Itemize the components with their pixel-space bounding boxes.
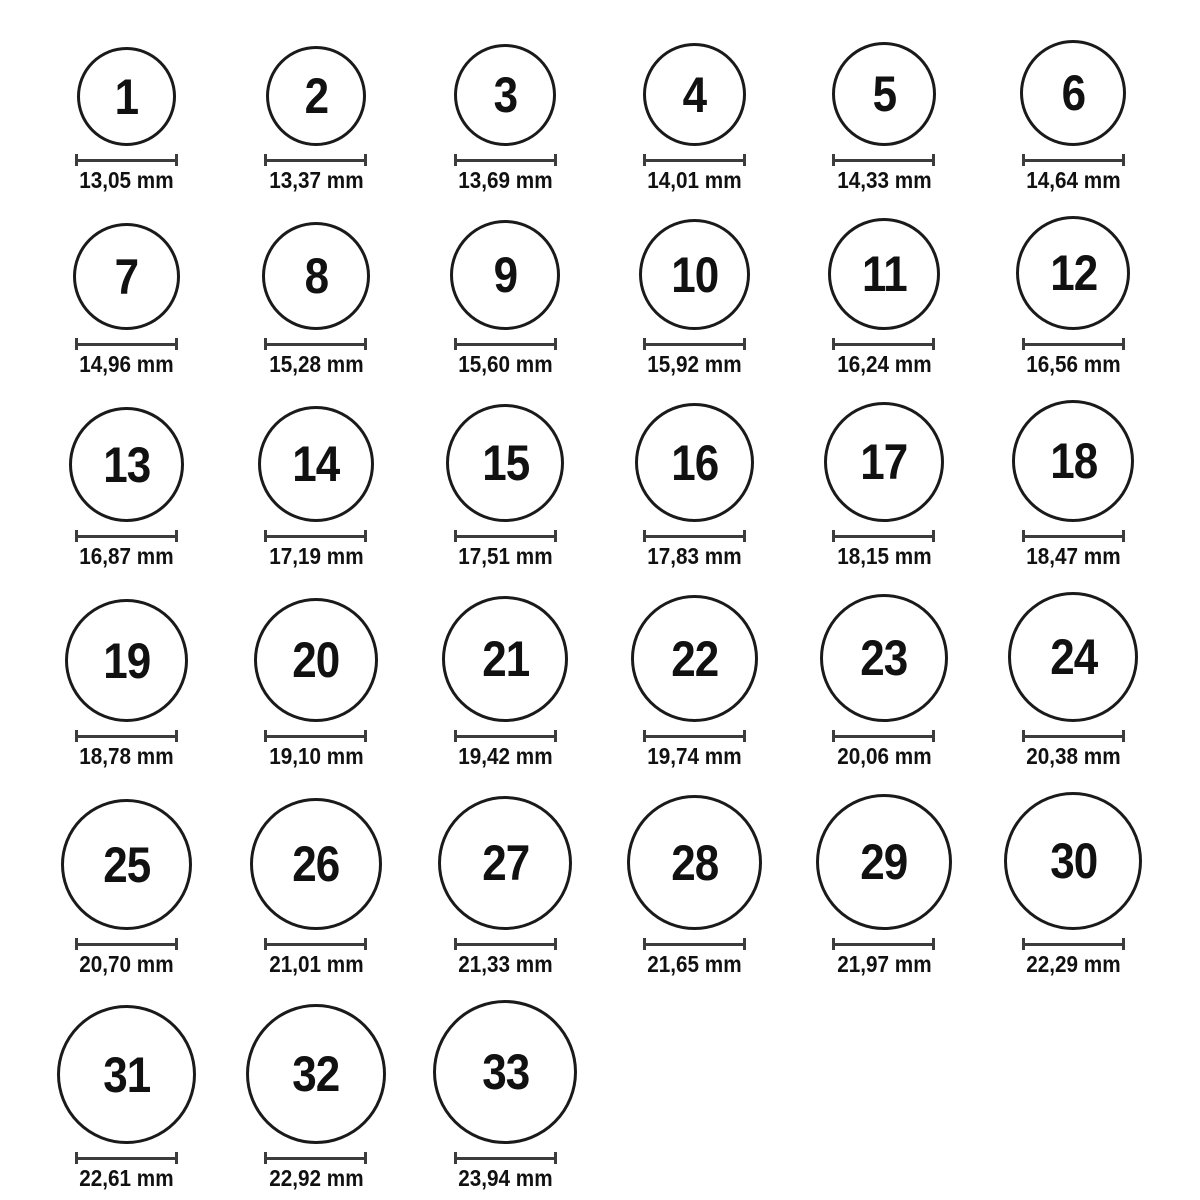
measure-right-tick-icon bbox=[932, 338, 935, 350]
measure-right-tick-icon bbox=[1122, 730, 1125, 742]
measure-bar bbox=[75, 535, 178, 538]
ring-size-cell bbox=[73, 223, 180, 375]
diameter-label: 15,28 mm bbox=[268, 351, 364, 377]
measure-right-tick-icon bbox=[364, 938, 367, 950]
ring-size-number: 22 bbox=[671, 630, 719, 687]
diameter-measure-line bbox=[832, 154, 935, 166]
ring-circle bbox=[1008, 592, 1138, 722]
ring-circle bbox=[254, 598, 378, 722]
ring-size-number: 30 bbox=[1049, 833, 1097, 889]
ring-size-number: 4 bbox=[682, 66, 707, 123]
measure-bar bbox=[75, 943, 178, 946]
measure-bar bbox=[454, 159, 557, 162]
ring-circle bbox=[446, 404, 564, 522]
diameter-measure-line bbox=[264, 154, 367, 166]
ring-size-number: 12 bbox=[1049, 245, 1097, 301]
ring-size-number: 13 bbox=[103, 436, 151, 493]
ring-size-cell bbox=[1004, 792, 1142, 975]
diameter-label: 18,15 mm bbox=[836, 543, 932, 569]
ring-circle bbox=[438, 796, 572, 930]
measure-bar bbox=[264, 535, 367, 538]
measure-bar bbox=[264, 343, 367, 346]
measure-right-tick-icon bbox=[175, 530, 178, 542]
diameter-label: 14,33 mm bbox=[836, 167, 932, 193]
ring-size-number: 17 bbox=[860, 434, 908, 490]
diameter-measure-line bbox=[264, 1152, 367, 1164]
measure-bar bbox=[1022, 735, 1125, 738]
ring-circle bbox=[639, 219, 750, 330]
ring-size-number: 8 bbox=[304, 248, 328, 304]
ring-circle bbox=[816, 794, 952, 930]
ring-circle bbox=[266, 46, 366, 146]
ring-circle bbox=[820, 594, 948, 722]
measure-bar bbox=[264, 735, 367, 738]
ring-circle bbox=[450, 220, 560, 330]
ring-size-number: 32 bbox=[292, 1046, 340, 1102]
ring-size-cell bbox=[1008, 592, 1138, 767]
measure-bar bbox=[1022, 943, 1125, 946]
measure-right-tick-icon bbox=[743, 938, 746, 950]
ring-size-cell bbox=[1012, 400, 1134, 567]
diameter-measure-line bbox=[454, 154, 557, 166]
ring-size-number: 11 bbox=[861, 246, 907, 302]
diameter-label: 19,42 mm bbox=[458, 743, 553, 769]
measure-bar bbox=[75, 735, 178, 738]
diameter-measure-line bbox=[1022, 938, 1125, 950]
measure-bar bbox=[1022, 159, 1125, 162]
ring-circle bbox=[1020, 40, 1126, 146]
diameter-label: 22,29 mm bbox=[1026, 951, 1121, 977]
ring-circle bbox=[828, 218, 940, 330]
ring-circle bbox=[57, 1005, 196, 1144]
diameter-label: 14,01 mm bbox=[647, 167, 742, 193]
diameter-measure-line bbox=[1022, 530, 1125, 542]
measure-right-tick-icon bbox=[364, 1152, 367, 1164]
ring-size-cell bbox=[820, 594, 948, 767]
ring-circle bbox=[832, 42, 936, 146]
measure-bar bbox=[454, 535, 557, 538]
diameter-measure-line bbox=[643, 530, 746, 542]
diameter-label: 21,01 mm bbox=[268, 951, 364, 977]
diameter-label: 19,10 mm bbox=[268, 743, 364, 769]
measure-right-tick-icon bbox=[554, 938, 557, 950]
ring-size-cell bbox=[828, 218, 940, 375]
ring-circle bbox=[442, 596, 568, 722]
diameter-label: 22,61 mm bbox=[79, 1165, 174, 1191]
ring-size-number: 1 bbox=[114, 68, 139, 125]
ring-size-number: 33 bbox=[481, 1044, 529, 1100]
ring-circle bbox=[77, 47, 176, 146]
ring-size-number: 10 bbox=[671, 246, 719, 303]
measure-right-tick-icon bbox=[932, 154, 935, 166]
diameter-measure-line bbox=[264, 938, 367, 950]
measure-bar bbox=[75, 159, 178, 162]
ring-circle bbox=[433, 1000, 577, 1144]
ring-size-cell bbox=[264, 46, 369, 191]
ring-size-cell bbox=[65, 599, 188, 767]
measure-right-tick-icon bbox=[175, 154, 178, 166]
diameter-label: 21,33 mm bbox=[458, 951, 553, 977]
measure-bar bbox=[75, 1157, 178, 1160]
ring-size-cell bbox=[262, 222, 370, 375]
diameter-label: 21,65 mm bbox=[647, 951, 742, 977]
ring-circle bbox=[1004, 792, 1142, 930]
diameter-measure-line bbox=[264, 338, 367, 350]
ring-size-number: 24 bbox=[1049, 629, 1097, 685]
measure-bar bbox=[454, 735, 557, 738]
ring-size-cell bbox=[824, 402, 944, 567]
ring-size-number: 20 bbox=[292, 632, 340, 688]
ring-size-number: 15 bbox=[481, 435, 529, 491]
ring-size-cell bbox=[635, 403, 754, 567]
measure-right-tick-icon bbox=[1122, 530, 1125, 542]
diameter-label: 20,70 mm bbox=[79, 951, 174, 977]
measure-right-tick-icon bbox=[1122, 938, 1125, 950]
diameter-measure-line bbox=[454, 730, 557, 742]
measure-right-tick-icon bbox=[554, 338, 557, 350]
ring-size-cell bbox=[74, 47, 179, 191]
diameter-label: 16,56 mm bbox=[1026, 351, 1121, 377]
ring-size-number: 23 bbox=[860, 630, 908, 686]
measure-right-tick-icon bbox=[554, 1152, 557, 1164]
measure-bar bbox=[264, 943, 367, 946]
diameter-label: 16,87 mm bbox=[79, 543, 174, 569]
diameter-measure-line bbox=[832, 730, 935, 742]
ring-size-number: 28 bbox=[671, 834, 719, 891]
ring-size-cell bbox=[816, 794, 952, 975]
ring-size-number: 26 bbox=[292, 836, 340, 892]
diameter-measure-line bbox=[832, 530, 935, 542]
ring-size-cell bbox=[446, 404, 564, 567]
measure-right-tick-icon bbox=[554, 530, 557, 542]
ring-size-number: 9 bbox=[493, 247, 518, 303]
ring-size-cell bbox=[57, 1005, 196, 1189]
diameter-measure-line bbox=[643, 938, 746, 950]
ring-circle bbox=[262, 222, 370, 330]
measure-right-tick-icon bbox=[364, 730, 367, 742]
ring-size-cell bbox=[627, 795, 762, 975]
measure-right-tick-icon bbox=[175, 730, 178, 742]
measure-right-tick-icon bbox=[743, 338, 746, 350]
diameter-measure-line bbox=[454, 1152, 557, 1164]
ring-circle bbox=[69, 407, 184, 522]
ring-size-number: 18 bbox=[1049, 433, 1097, 489]
diameter-label: 13,37 mm bbox=[268, 167, 364, 193]
diameter-label: 17,51 mm bbox=[458, 543, 553, 569]
measure-bar bbox=[832, 159, 935, 162]
diameter-measure-line bbox=[832, 938, 935, 950]
diameter-measure-line bbox=[75, 938, 178, 950]
ring-size-cell bbox=[450, 220, 560, 375]
ring-size-number: 7 bbox=[114, 248, 139, 305]
ring-size-cell bbox=[69, 407, 184, 567]
ring-size-number: 3 bbox=[493, 67, 518, 123]
diameter-label: 18,78 mm bbox=[79, 743, 174, 769]
measure-bar bbox=[643, 343, 746, 346]
ring-size-number: 2 bbox=[304, 68, 328, 124]
ring-circle bbox=[454, 44, 556, 146]
measure-bar bbox=[832, 535, 935, 538]
measure-right-tick-icon bbox=[175, 938, 178, 950]
measure-bar bbox=[643, 159, 746, 162]
diameter-measure-line bbox=[75, 530, 178, 542]
diameter-label: 17,19 mm bbox=[268, 543, 364, 569]
measure-bar bbox=[643, 535, 746, 538]
ring-circle bbox=[61, 799, 192, 930]
diameter-measure-line bbox=[454, 938, 557, 950]
ring-size-number: 27 bbox=[481, 835, 529, 891]
ring-size-number: 6 bbox=[1061, 65, 1086, 121]
measure-right-tick-icon bbox=[364, 338, 367, 350]
diameter-label: 18,47 mm bbox=[1026, 543, 1121, 569]
ring-circle bbox=[627, 795, 762, 930]
diameter-measure-line bbox=[1022, 730, 1125, 742]
diameter-label: 16,24 mm bbox=[836, 351, 932, 377]
diameter-measure-line bbox=[264, 530, 367, 542]
ring-size-cell bbox=[642, 43, 747, 191]
diameter-measure-line bbox=[643, 154, 746, 166]
ring-size-cell bbox=[1020, 40, 1126, 191]
measure-right-tick-icon bbox=[743, 730, 746, 742]
diameter-measure-line bbox=[75, 338, 178, 350]
measure-right-tick-icon bbox=[175, 338, 178, 350]
ring-circle bbox=[635, 403, 754, 522]
ring-size-cell bbox=[438, 796, 572, 975]
diameter-label: 14,96 mm bbox=[79, 351, 174, 377]
measure-right-tick-icon bbox=[932, 530, 935, 542]
ring-size-cell bbox=[442, 596, 568, 767]
ring-size-cell bbox=[631, 595, 758, 767]
ring-circle bbox=[643, 43, 746, 146]
ring-circle bbox=[65, 599, 188, 722]
measure-bar bbox=[75, 343, 178, 346]
diameter-label: 14,64 mm bbox=[1026, 167, 1121, 193]
ring-circle bbox=[824, 402, 944, 522]
diameter-label: 15,92 mm bbox=[647, 351, 742, 377]
ring-size-cell bbox=[433, 1000, 577, 1189]
diameter-label: 21,97 mm bbox=[836, 951, 932, 977]
diameter-label: 22,92 mm bbox=[268, 1165, 364, 1191]
measure-right-tick-icon bbox=[743, 530, 746, 542]
measure-right-tick-icon bbox=[364, 530, 367, 542]
diameter-measure-line bbox=[643, 730, 746, 742]
measure-bar bbox=[454, 343, 557, 346]
ring-size-cell bbox=[61, 799, 192, 975]
diameter-measure-line bbox=[75, 154, 178, 166]
diameter-label: 13,05 mm bbox=[79, 167, 174, 193]
diameter-label: 23,94 mm bbox=[458, 1165, 553, 1191]
ring-size-number: 29 bbox=[860, 834, 908, 890]
ring-size-cell bbox=[832, 42, 937, 191]
measure-bar bbox=[832, 343, 935, 346]
diameter-label: 13,69 mm bbox=[458, 167, 553, 193]
measure-right-tick-icon bbox=[554, 730, 557, 742]
ring-size-number: 25 bbox=[103, 836, 151, 893]
ring-size-cell bbox=[254, 598, 378, 767]
ring-circle bbox=[73, 223, 180, 330]
diameter-label: 19,74 mm bbox=[647, 743, 742, 769]
diameter-label: 17,83 mm bbox=[647, 543, 742, 569]
diameter-label: 20,38 mm bbox=[1026, 743, 1121, 769]
diameter-measure-line bbox=[643, 338, 746, 350]
measure-bar bbox=[1022, 535, 1125, 538]
ring-size-number: 14 bbox=[292, 436, 340, 492]
measure-bar bbox=[832, 735, 935, 738]
measure-right-tick-icon bbox=[554, 154, 557, 166]
measure-bar bbox=[643, 943, 746, 946]
ring-size-number: 16 bbox=[671, 434, 719, 491]
measure-bar bbox=[454, 1157, 557, 1160]
ring-size-number: 5 bbox=[872, 66, 896, 122]
ring-circle bbox=[258, 406, 374, 522]
diameter-measure-line bbox=[75, 1152, 178, 1164]
measure-right-tick-icon bbox=[743, 154, 746, 166]
measure-right-tick-icon bbox=[932, 938, 935, 950]
measure-right-tick-icon bbox=[175, 1152, 178, 1164]
measure-bar bbox=[1022, 343, 1125, 346]
ring-circle bbox=[631, 595, 758, 722]
ring-size-number: 31 bbox=[103, 1046, 151, 1103]
ring-size-number: 19 bbox=[103, 632, 151, 689]
measure-right-tick-icon bbox=[932, 730, 935, 742]
ring-size-cell bbox=[1016, 216, 1130, 375]
diameter-measure-line bbox=[454, 338, 557, 350]
diameter-measure-line bbox=[264, 730, 367, 742]
measure-bar bbox=[643, 735, 746, 738]
ring-circle bbox=[1012, 400, 1134, 522]
ring-circle bbox=[1016, 216, 1130, 330]
measure-bar bbox=[264, 159, 367, 162]
measure-right-tick-icon bbox=[1122, 338, 1125, 350]
ring-size-cell bbox=[453, 44, 558, 191]
diameter-measure-line bbox=[832, 338, 935, 350]
diameter-measure-line bbox=[454, 530, 557, 542]
diameter-measure-line bbox=[75, 730, 178, 742]
diameter-measure-line bbox=[1022, 338, 1125, 350]
ring-circle bbox=[250, 798, 382, 930]
ring-size-cell bbox=[246, 1004, 386, 1189]
ring-size-cell bbox=[639, 219, 750, 375]
ring-circle bbox=[246, 1004, 386, 1144]
diameter-label: 15,60 mm bbox=[458, 351, 553, 377]
ring-size-cell bbox=[258, 406, 374, 567]
measure-bar bbox=[832, 943, 935, 946]
measure-right-tick-icon bbox=[364, 154, 367, 166]
measure-bar bbox=[454, 943, 557, 946]
ring-size-number: 21 bbox=[481, 631, 529, 687]
measure-right-tick-icon bbox=[1122, 154, 1125, 166]
ring-size-cell bbox=[250, 798, 382, 975]
diameter-measure-line bbox=[1022, 154, 1125, 166]
measure-bar bbox=[264, 1157, 367, 1160]
diameter-label: 20,06 mm bbox=[836, 743, 932, 769]
